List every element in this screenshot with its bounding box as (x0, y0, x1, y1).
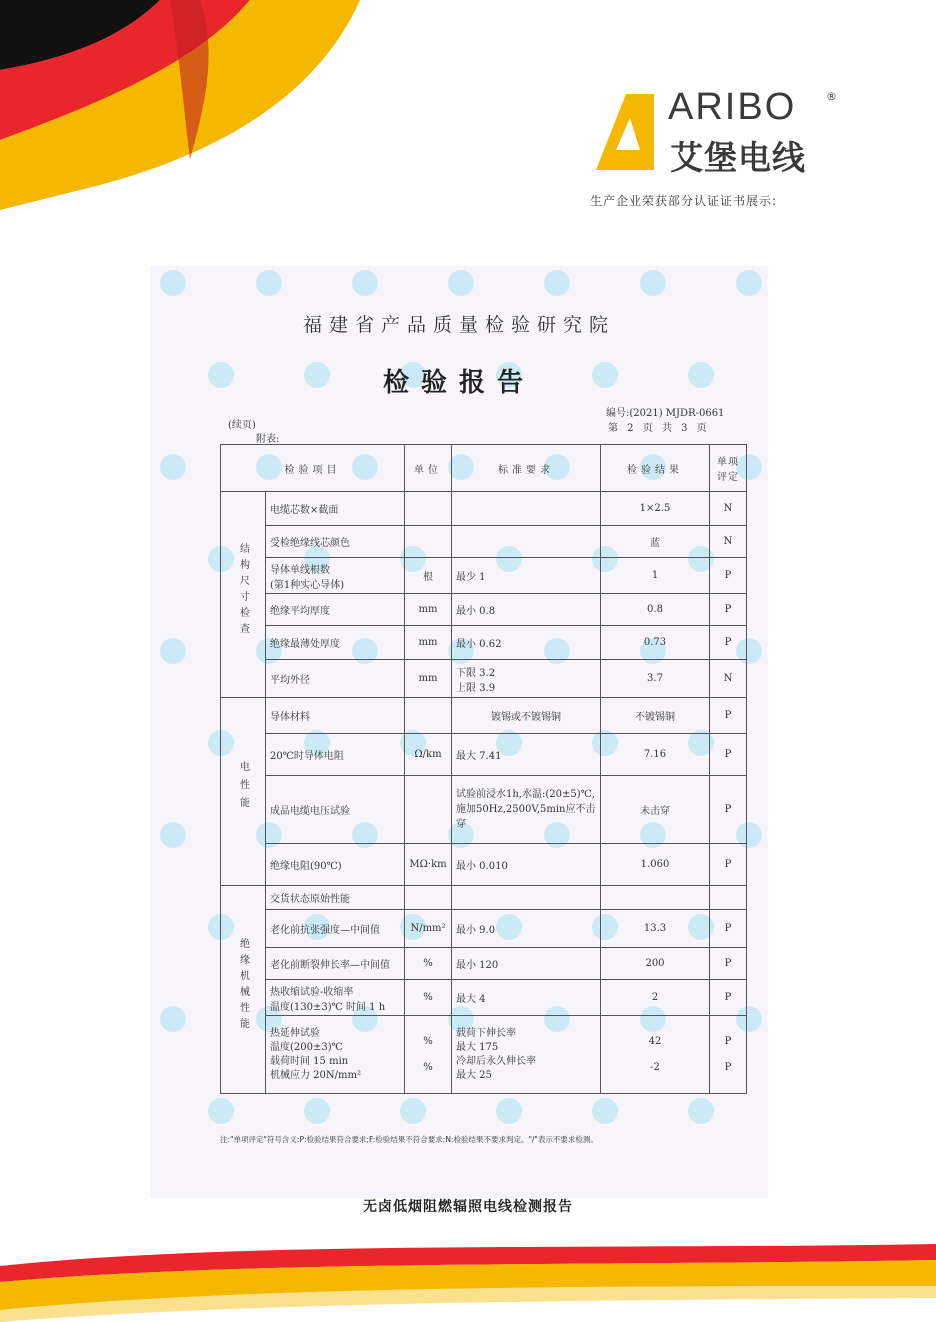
cell-verdict: N (710, 660, 747, 698)
cell-verdict: P (710, 698, 747, 734)
registered-mark: ® (826, 90, 837, 103)
table-row (221, 1016, 747, 1094)
cell-standard: 下限 3.2 上限 3.9 (452, 660, 601, 698)
cell-standard: 最小 120 (452, 948, 601, 980)
watermark-seal-icon (448, 270, 474, 296)
cell-unit: Ω/km (405, 734, 452, 776)
cell-result: 1.060 (601, 844, 710, 886)
cell-verdict: P (710, 844, 747, 886)
cell-verdict: P (710, 948, 747, 980)
cell-unit (405, 526, 452, 558)
page-info: 第 2 页 共 3 页 (608, 423, 707, 434)
watermark-seal-icon (304, 1098, 330, 1124)
cell-item: 导体材料 (266, 698, 405, 734)
cell-standard: 最小 0.8 (452, 594, 601, 626)
table-row (221, 526, 747, 558)
cell-standard: 最小 0.010 (452, 844, 601, 886)
cell-unit: mm (405, 660, 452, 698)
cell-verdict (710, 886, 747, 910)
watermark-seal-icon (160, 270, 186, 296)
group-mechanical: 绝缘机械性能 (221, 886, 266, 1094)
table-header-row (221, 445, 747, 492)
header-standard: 标准要求 (452, 445, 601, 492)
cell-result (601, 886, 710, 910)
cell-verdict: P (710, 594, 747, 626)
table-row (221, 594, 747, 626)
watermark-seal-icon (352, 270, 378, 296)
cell-item: 绝缘平均厚度 (266, 594, 405, 626)
table-row (221, 910, 747, 948)
table-row (221, 734, 747, 776)
institute-name: 福建省产品质量检验研究院 (302, 314, 615, 336)
cell-unit: % (405, 948, 452, 980)
continued-label: (续页) (228, 420, 256, 431)
cell-verdict: P P (710, 1016, 747, 1094)
cell-standard: 最大 4 (452, 980, 601, 1016)
cell-unit: N/mm² (405, 910, 452, 948)
header-result: 检验结果 (601, 445, 710, 492)
table-row (221, 776, 747, 844)
brand-name-cn: 艾堡电线 (670, 138, 806, 177)
brand-name-en: ARIBO (668, 86, 797, 128)
watermark-seal-icon (736, 270, 762, 296)
cell-result: 蓝 (601, 526, 710, 558)
cell-unit: mm (405, 594, 452, 626)
cell-unit (405, 492, 452, 526)
cell-result: 1×2.5 (601, 492, 710, 526)
cell-verdict: N (710, 492, 747, 526)
watermark-seal-icon (400, 1098, 426, 1124)
watermark-seal-icon (688, 1098, 714, 1124)
header-unit: 单位 (405, 445, 452, 492)
cell-result: 42 -2 (601, 1016, 710, 1094)
cell-standard (452, 492, 601, 526)
cell-standard: 最小 9.0 (452, 910, 601, 948)
header-verdict: 单项 评定 (710, 445, 747, 492)
watermark-seal-icon (160, 1006, 186, 1032)
footer-wave-decoration (0, 1230, 936, 1322)
cell-item: 20℃时导体电阻 (266, 734, 405, 776)
watermark-seal-icon (592, 1098, 618, 1124)
cell-unit: 根 (405, 558, 452, 594)
watermark-seal-icon (208, 1098, 234, 1124)
cell-unit (405, 886, 452, 910)
cell-unit (405, 776, 452, 844)
group-electrical: 电性能 (221, 698, 266, 886)
cell-result: 2 (601, 980, 710, 1016)
cell-verdict: P (710, 980, 747, 1016)
attachment-label: 附表: (256, 434, 280, 445)
cell-verdict: P (710, 910, 747, 948)
cell-item: 老化前抗张强度—中间值 (266, 910, 405, 948)
verdict-legend-note: 注:"单项评定"符号含义:P:检验结果符合要求;F:检验结果不符合要求;N:检验结果不要求判定。"/"表示不要求检测。 (220, 1135, 598, 1144)
cell-result: 13.3 (601, 910, 710, 948)
cell-standard: 载荷下伸长率 最大 175 冷却后永久伸长率 最大 25 (452, 1016, 601, 1094)
watermark-seal-icon (256, 270, 282, 296)
watermark-seal-icon (160, 638, 186, 664)
table-row (221, 886, 747, 910)
inspection-table (220, 444, 747, 1094)
table-row (221, 844, 747, 886)
report-number: 编号:(2021) MJDR-0661 (606, 408, 725, 419)
cell-result: 1 (601, 558, 710, 594)
cell-standard (452, 886, 601, 910)
watermark-seal-icon (160, 454, 186, 480)
cell-standard: 镀锡或不镀锡铜 (452, 698, 601, 734)
cell-item: 老化前断裂伸长率—中间值 (266, 948, 405, 980)
image-caption: 无卤低烟阻燃辐照电线检测报告 (363, 1199, 573, 1215)
table-row (221, 948, 747, 980)
cell-item: 绝缘电阻(90℃) (266, 844, 405, 886)
report-title: 检验报告 (382, 368, 535, 398)
cell-result: 0.73 (601, 626, 710, 660)
cell-item: 绝缘最薄处厚度 (266, 626, 405, 660)
cell-unit (405, 698, 452, 734)
cell-unit: % (405, 980, 452, 1016)
cell-item: 交货状态原始性能 (266, 886, 405, 910)
table-row (221, 698, 747, 734)
cell-result: 0.8 (601, 594, 710, 626)
cell-result: 7.16 (601, 734, 710, 776)
table-row (221, 660, 747, 698)
table-row (221, 492, 747, 526)
group-structure: 结构尺寸检查 (221, 492, 266, 698)
cell-item: 热延伸试验 温度(200±3)℃ 载荷时间 15 min 机械应力 20N/mm² (266, 1016, 405, 1094)
cell-standard (452, 526, 601, 558)
cell-item: 成品电缆电压试验 (266, 776, 405, 844)
cell-verdict: P (710, 626, 747, 660)
cell-item: 受检绝缘线芯颜色 (266, 526, 405, 558)
cell-verdict: P (710, 776, 747, 844)
cell-unit: % % (405, 1016, 452, 1094)
table-row (221, 626, 747, 660)
cell-item: 平均外径 (266, 660, 405, 698)
cell-standard: 最大 7.41 (452, 734, 601, 776)
cell-result: 不镀锡铜 (601, 698, 710, 734)
watermark-seal-icon (544, 270, 570, 296)
cell-standard: 最小 0.62 (452, 626, 601, 660)
cell-item: 导体单线根数 (第1种实心导体) (266, 558, 405, 594)
cell-verdict: N (710, 526, 747, 558)
header-item: 检验项目 (221, 445, 405, 492)
cell-result: 200 (601, 948, 710, 980)
watermark-seal-icon (496, 1098, 522, 1124)
table-row (221, 980, 747, 1016)
cell-verdict: P (710, 734, 747, 776)
cell-item: 电缆芯数×截面 (266, 492, 405, 526)
tagline: 生产企业荣获部分认证证书展示: (590, 194, 778, 208)
watermark-seal-icon (160, 822, 186, 848)
cell-result: 3.7 (601, 660, 710, 698)
table-row (221, 558, 747, 594)
cell-unit: MΩ·km (405, 844, 452, 886)
cell-verdict: P (710, 558, 747, 594)
cell-result: 未击穿 (601, 776, 710, 844)
certificate-scan (150, 266, 768, 1198)
german-flag-decoration (0, 0, 360, 215)
cell-standard: 试验前浸水1h,水温:(20±5)℃,施加50Hz,2500V,5min应不击穿 (452, 776, 601, 844)
cell-item: 热收缩试验-收缩率 温度(130±3)℃ 时间 1 h (266, 980, 405, 1016)
watermark-seal-icon (640, 270, 666, 296)
cell-standard: 最少 1 (452, 558, 601, 594)
cell-unit: mm (405, 626, 452, 660)
